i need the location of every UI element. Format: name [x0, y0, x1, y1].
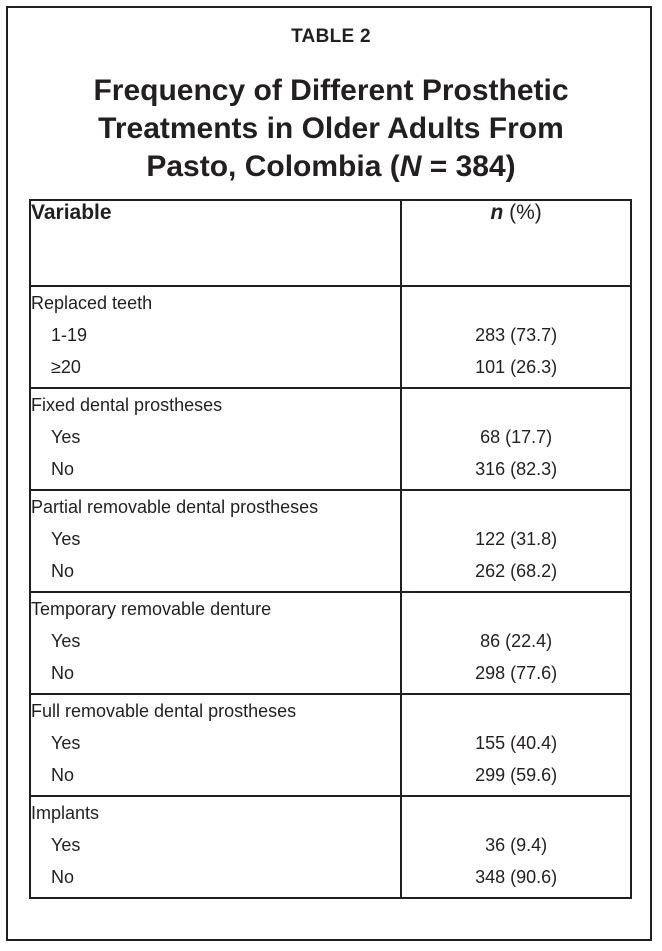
group-name: Fixed dental prostheses	[31, 395, 223, 415]
spacer	[402, 389, 630, 421]
row-value: 316 (82.3)	[475, 459, 558, 479]
row-value: 86 (22.4)	[480, 631, 553, 651]
group-values	[401, 490, 631, 592]
row-value: 299 (59.6)	[475, 765, 558, 785]
row-label: No	[51, 765, 75, 785]
header-percent: (%)	[503, 201, 542, 224]
group-values	[401, 694, 631, 796]
title-line-3-suffix: = 384)	[421, 150, 516, 183]
row-label: Yes	[51, 427, 81, 447]
group-full-removable-dental-prostheses	[30, 694, 631, 796]
group-temporary-removable-denture	[30, 592, 631, 694]
row-label: No	[51, 561, 75, 581]
group-values	[401, 796, 631, 898]
table-title	[0, 72, 662, 186]
row-value: 155 (40.4)	[475, 733, 558, 753]
title-line-3-prefix: Pasto, Colombia (	[146, 150, 400, 183]
group-labels	[30, 286, 401, 388]
row-value: 101 (26.3)	[475, 357, 558, 377]
title-line-2: Treatments in Older Adults From	[98, 112, 564, 145]
group-values	[401, 286, 631, 388]
group-labels	[30, 490, 401, 592]
group-name: Replaced teeth	[31, 293, 153, 313]
group-name: Partial removable dental prostheses	[31, 497, 319, 517]
group-labels	[30, 694, 401, 796]
spacer	[402, 491, 630, 523]
row-label: No	[51, 663, 75, 683]
group-implants	[30, 796, 631, 898]
row-label: Yes	[51, 733, 81, 753]
row-value: 348 (90.6)	[475, 867, 558, 887]
header-variable: Variable	[30, 200, 401, 286]
row-value: 36 (9.4)	[485, 835, 548, 855]
group-labels	[30, 388, 401, 490]
spacer	[402, 287, 630, 319]
group-labels	[30, 592, 401, 694]
row-value: 68 (17.7)	[480, 427, 553, 447]
row-label: Yes	[51, 529, 81, 549]
row-value: 298 (77.6)	[475, 663, 558, 683]
row-value: 122 (31.8)	[475, 529, 558, 549]
header-n-symbol: n	[490, 201, 504, 224]
title-line-3	[0, 148, 662, 186]
group-fixed-dental-prostheses	[30, 388, 631, 490]
table-label: TABLE 2	[291, 26, 371, 47]
group-name: Implants	[31, 803, 100, 823]
title-line-1: Frequency of Different Prosthetic	[93, 74, 569, 107]
group-name: Temporary removable denture	[31, 599, 272, 619]
group-partial-removable-dental-prostheses	[30, 490, 631, 592]
header-row	[30, 200, 631, 286]
spacer	[402, 593, 630, 625]
spacer	[402, 797, 630, 829]
row-value: 283 (73.7)	[475, 325, 558, 345]
row-label: Yes	[51, 835, 81, 855]
spacer	[402, 695, 630, 727]
row-label: Yes	[51, 631, 81, 651]
row-label: No	[51, 867, 75, 887]
row-label: 1-19	[51, 325, 88, 345]
row-label: No	[51, 459, 75, 479]
header-n-percent	[401, 200, 631, 286]
group-labels	[30, 796, 401, 898]
group-values	[401, 592, 631, 694]
group-values	[401, 388, 631, 490]
group-name: Full removable dental prostheses	[31, 701, 297, 721]
row-value: 262 (68.2)	[475, 561, 558, 581]
group-replaced-teeth	[30, 286, 631, 388]
row-label: ≥20	[51, 357, 81, 377]
title-n-variable: N	[399, 150, 422, 183]
prosthetic-treatments-table	[29, 199, 632, 899]
